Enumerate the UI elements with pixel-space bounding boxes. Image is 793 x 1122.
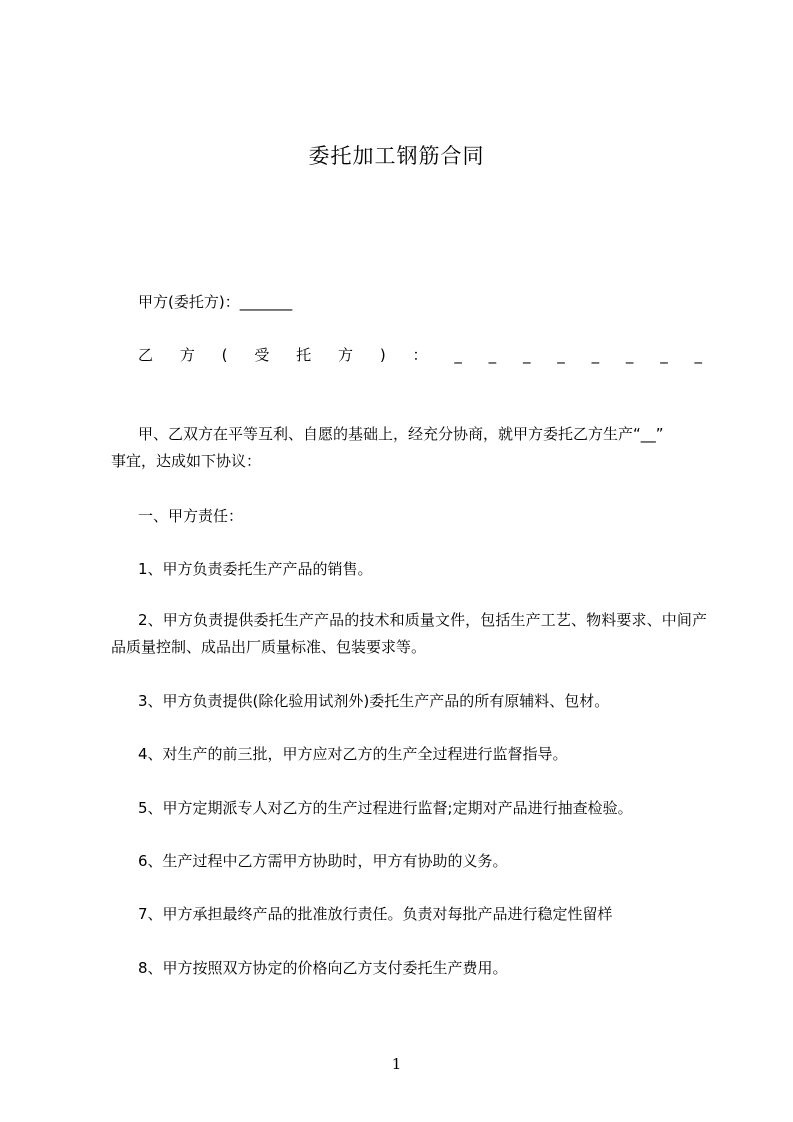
list-item: 4、对生产的前三批，甲方应对乙方的生产全过程进行监督指导。 xyxy=(138,745,568,763)
list-item: 7、甲方承担最终产品的批准放行责任。负责对每批产品进行稳定性留样 xyxy=(138,905,613,923)
party-b-char: ( xyxy=(221,346,228,364)
list-item: 5、甲方定期派专人对乙方的生产过程进行监督;定期对产品进行抽查检验。 xyxy=(138,799,633,817)
party-b-char: ) xyxy=(379,346,386,364)
list-item: 8、甲方按照双方协定的价格向乙方支付委托生产费用。 xyxy=(138,959,508,977)
contract-title: 委托加工钢筋合同 xyxy=(308,144,485,168)
party-b-char: _ xyxy=(488,346,497,364)
party-b-char: 方 xyxy=(179,346,195,364)
list-item: 2、甲方负责提供委托生产产品的技术和质量文件，包括生产工艺、物料要求、中间产品质量控制、成品出厂质量标准、包装要求等。 xyxy=(111,611,707,656)
list-item: 1、甲方负责委托生产产品的销售。 xyxy=(138,560,373,578)
party-b-char: _ xyxy=(591,346,600,364)
party-b-char: 受 xyxy=(254,346,270,364)
party-b-char: _ xyxy=(694,346,702,364)
page-number: 1 xyxy=(391,1055,402,1073)
list-item: 6、生产过程中乙方需甲方协助时，甲方有协助的义务。 xyxy=(138,852,508,870)
intro-line-1: 甲、乙双方在平等互利、自愿的基础上，经充分协商，就甲方委托乙方生产“__” xyxy=(138,425,664,443)
section-heading-party-a-duties: 一、甲方责任： xyxy=(138,507,244,525)
party-b-char: _ xyxy=(557,346,565,364)
party-b-char: 方 xyxy=(337,346,353,364)
party-b-char: 乙 xyxy=(138,346,154,364)
party-b-char: _ xyxy=(454,346,462,364)
party-b-char: ： xyxy=(412,346,428,364)
party-b-char: 托 xyxy=(296,346,312,364)
party-b-line xyxy=(138,344,702,366)
list-item: 3、甲方负责提供(除化验用试剂外)委托生产产品的所有原辅料、包材。 xyxy=(138,692,610,710)
party-b-char: _ xyxy=(660,346,668,364)
party-b-char: _ xyxy=(625,346,634,364)
party-b-char: _ xyxy=(522,346,531,364)
intro-line-2: 事宜，达成如下协议： xyxy=(111,452,262,470)
party-a-line: 甲方(委托方)：_______ xyxy=(138,293,293,311)
